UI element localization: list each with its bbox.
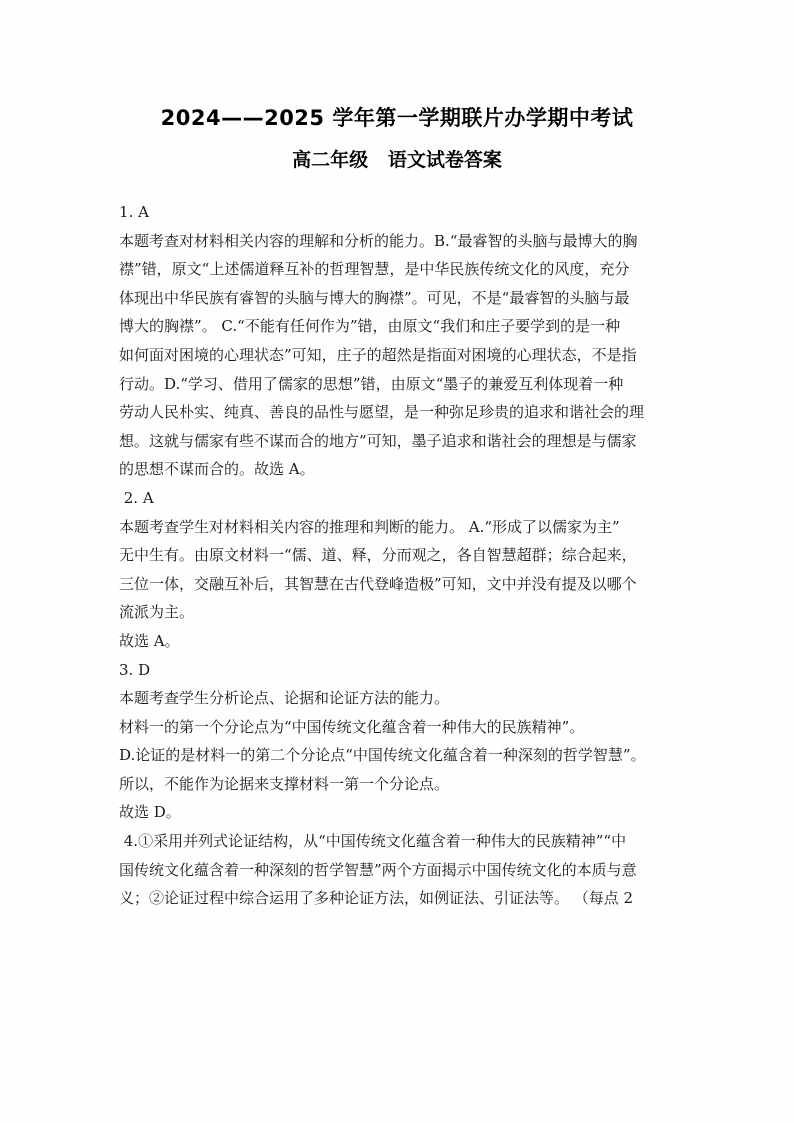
document-title: 2024——2025 学年第一学期联片办学期中考试 xyxy=(160,106,634,130)
answer-line: 体现出中华民族有睿智的头脑与博大的胸襟”。可见，不是“最睿智的头脑与最 xyxy=(119,288,630,307)
answer-line: D.论证的是材料一的第二个分论点“中国传统文化蕴含着一种深刻的哲学智慧”。 xyxy=(119,746,646,765)
answer-line: 本题考查学生对材料相关内容的推理和判断的能力。 A.“形成了以儒家为主” xyxy=(119,517,620,536)
answer-line: 三位一体，交融互补后，其智慧在古代登峰造极”可知，文中并没有提及以哪个 xyxy=(119,574,637,593)
answer-line: 劳动人民朴实、纯真、善良的品性与愿望，是一种弥足珍贵的追求和谐社会的理 xyxy=(119,403,645,422)
answer-line: 想。这就与儒家有些不谋而合的地方”可知，墨子追求和谐社会的理想是与儒家 xyxy=(119,431,637,450)
answer-number: 3. D xyxy=(119,660,151,679)
answer-number: 2. A xyxy=(119,488,154,507)
answer-body xyxy=(119,198,689,913)
answer-line: 襟”错，原文“上述儒道释互补的哲理智慧，是中华民族传统文化的风度，充分 xyxy=(119,260,630,279)
answer-line: 流派为主。 xyxy=(119,603,195,622)
answer-line: 4.①采用并列式论证结构，从“中国传统文化蕴含着一种伟大的民族精神”“中 xyxy=(119,832,627,851)
answer-line: 材料一的第一个分论点为“中国传统文化蕴含着一种伟大的民族精神”。 xyxy=(119,717,585,736)
answer-line: 博大的胸襟”。 C.“不能有任何作为”错，由原文“我们和庄子要学到的是一种 xyxy=(119,317,621,336)
answer-line: 无中生有。由原文材料一“儒、道、释，分而观之，各自智慧超群；综合起来， xyxy=(119,546,637,565)
answer-number: 1. A xyxy=(119,203,149,221)
document-subtitle: 高二年级 语文试卷答案 xyxy=(292,149,502,171)
answer-line: 故选 A。 xyxy=(119,631,180,650)
answer-line: 义；②论证过程中综合运用了多种论证方法，如例证法、引证法等。 （每点 2 xyxy=(119,889,634,908)
answer-line: 本题考查对材料相关内容的理解和分析的能力。B.“最睿智的头脑与最博大的胸 xyxy=(119,231,638,250)
answer-line: 本题考查学生分析论点、论据和论证方法的能力。 xyxy=(119,689,450,708)
answer-line: 如何面对困境的心理状态”可知，庄子的超然是指面对困境的心理状态，不是指 xyxy=(119,345,637,364)
answer-line: 行动。D.“学习、借用了儒家的思想”错，由原文“墨子的兼爱互利体现着一种 xyxy=(119,374,624,393)
answer-line: 故选 D。 xyxy=(119,803,181,822)
answer-line: 所以，不能作为论据来支撑材料一第一个分论点。 xyxy=(119,774,450,793)
answer-line: 的思想不谋而合的。故选 A。 xyxy=(119,460,315,479)
answer-line: 国传统文化蕴含着一种深刻的哲学智慧”两个方面揭示中国传统文化的本质与意 xyxy=(119,860,637,879)
